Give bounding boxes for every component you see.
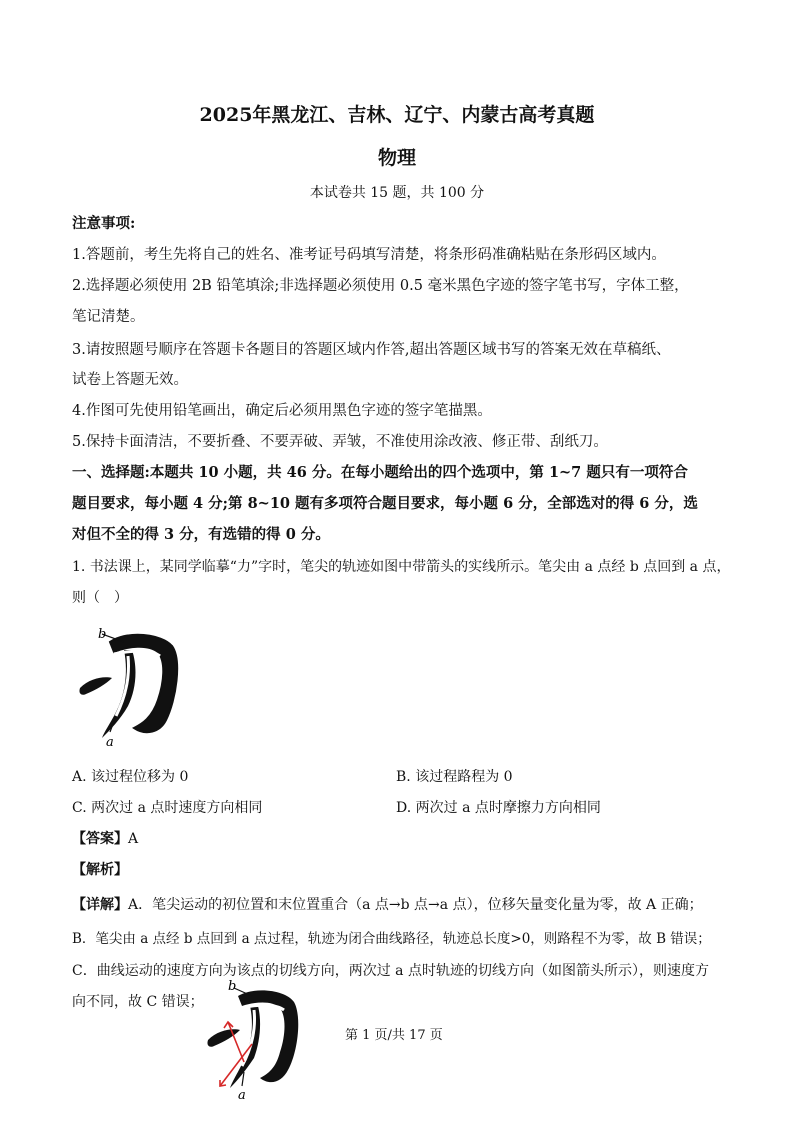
section-instruction: 一、选择题:本题共 10 小题，共 46 分。在每小题给出的四个选项中，第 1~7 题只有一项符合 xyxy=(72,464,688,481)
answer-row xyxy=(72,828,138,848)
detail-tag: 详解 xyxy=(86,897,114,913)
bracket-right: 】 xyxy=(114,897,128,913)
answer-tag: 答案 xyxy=(86,831,114,847)
notes-heading: 注意事项: xyxy=(72,215,136,232)
subject-title: 物理 xyxy=(377,147,416,169)
option-d: D. 两次过 a 点时摩擦力方向相同 xyxy=(396,800,601,816)
note-line: 4.作图可先使用铅笔画出，确定后必须用黑色字迹的签字笔描黑。 xyxy=(72,403,492,419)
point-label-a: a xyxy=(106,735,114,750)
bracket-left: 【 xyxy=(72,831,86,847)
detail-line: A．笔尖运动的初位置和末位置重合（a 点→b 点→a 点），位移矢量变化量为零，故 A 正确； xyxy=(128,897,703,913)
bracket-left: 【 xyxy=(72,897,86,913)
answer-value: A xyxy=(128,831,139,847)
bracket-left: 【 xyxy=(72,862,86,878)
note-line: 5.保持卡面清洁，不要折叠、不要弄破、弄皱，不准使用涂改液、修正带、刮纸刀。 xyxy=(72,434,608,450)
note-line: 1.答题前，考生先将自己的姓名、准考证号码填写清楚，将条形码准确粘贴在条形码区域内。 xyxy=(72,247,666,263)
tangent-figure xyxy=(200,978,310,1103)
note-line: 笔记清楚。 xyxy=(72,309,145,325)
page-footer: 第 1 页/共 17 页 xyxy=(345,1028,443,1043)
section-instruction: 题目要求，每小题 4 分;第 8~10 题有多项符合题目要求，每小题 6 分，全部选对的得 6 分，选 xyxy=(72,495,698,512)
li-character-strokes xyxy=(79,635,177,738)
question-stem: 则（ ） xyxy=(72,590,128,606)
bracket-right: 】 xyxy=(114,831,128,847)
analysis-tag: 解析 xyxy=(86,862,114,878)
point-label-b: b xyxy=(98,627,107,642)
exam-info: 本试卷共 15 题，共 100 分 xyxy=(309,185,485,201)
note-line: 2.选择题必须使用 2B 铅笔填涂;非选择题必须使用 0.5 毫米黑色字迹的签字笔书写，字体工整， xyxy=(72,278,689,294)
section-instruction: 对但不全的得 3 分，有选错的得 0 分。 xyxy=(72,526,330,543)
detail-line: C．曲线运动的速度方向为该点的切线方向，两次过 a 点时轨迹的切线方向（如图箭头所示），则速度方 xyxy=(72,963,709,979)
option-c: C. 两次过 a 点时速度方向相同 xyxy=(72,800,263,816)
bracket-right: 】 xyxy=(114,862,128,878)
analysis-row xyxy=(72,859,128,879)
point-label-a: a xyxy=(238,1088,246,1103)
detail-line: B．笔尖由 a 点经 b 点回到 a 点过程，轨迹为闭合曲线路径，轨迹总长度>0，则路程不为零，故 B 错误； xyxy=(72,931,711,947)
calligraphy-figure xyxy=(72,620,192,750)
note-line: 3.请按照题号顺序在答题卡各题目的答题区域内作答,超出答题区域书写的答案无效在草稿纸、 xyxy=(72,342,671,358)
question-stem: 1. 书法课上，某同学临摹“力”字时，笔尖的轨迹如图中带箭头的实线所示。笔尖由 a 点经 b 点回到 a 点， xyxy=(72,559,731,575)
option-b: B. 该过程路程为 0 xyxy=(396,769,513,785)
detail-line: 向不同，故 C 错误； xyxy=(72,994,204,1010)
option-a: A. 该过程位移为 0 xyxy=(72,769,189,785)
exam-title: 2025年黑龙江、吉林、辽宁、内蒙古高考真题 xyxy=(199,104,595,126)
detail-row xyxy=(72,894,703,914)
note-line: 试卷上答题无效。 xyxy=(72,372,188,388)
li-character-strokes xyxy=(207,990,298,1088)
point-label-b: b xyxy=(228,979,237,994)
